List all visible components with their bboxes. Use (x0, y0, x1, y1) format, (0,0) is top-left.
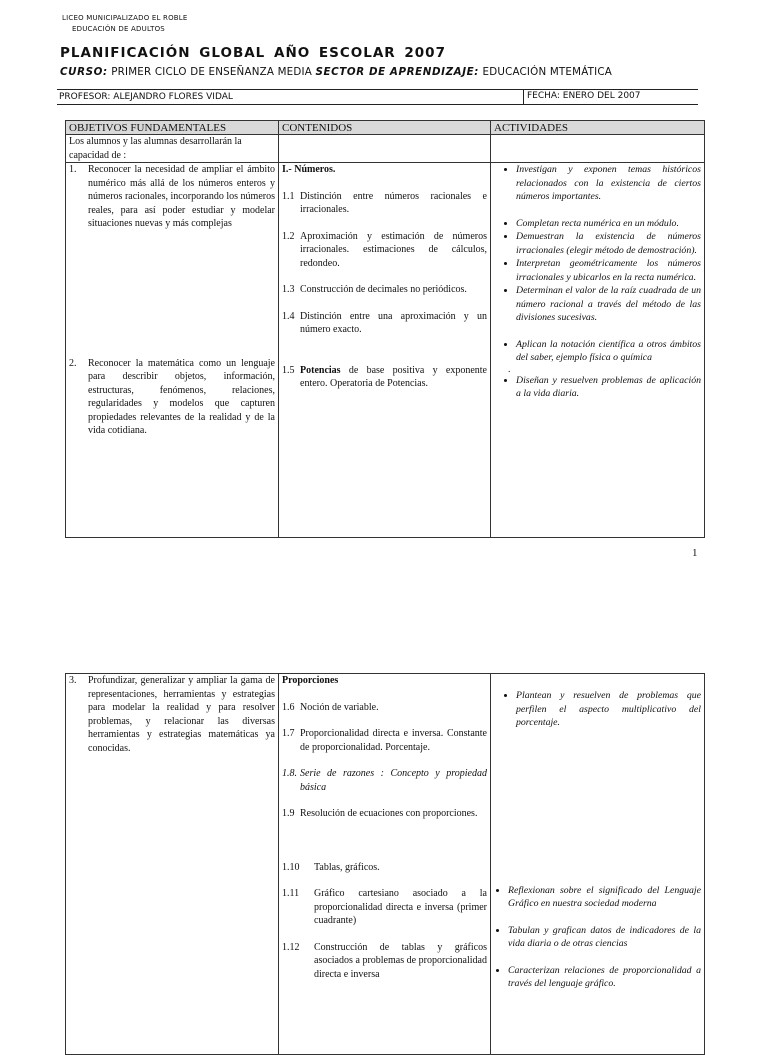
section-numeros: I.- Números. (282, 164, 336, 175)
intro-empty-2 (279, 135, 491, 163)
activity-item: • Completan recta numérica en un módulo. (516, 217, 701, 231)
activity-item: • Investigan y exponen temas históricos relacionados con la existencia de ciertos números importantes. (516, 163, 701, 204)
header-objetivos: OBJETIVOS FUNDAMENTALES (66, 121, 279, 135)
header-contenidos: CONTENIDOS (279, 121, 491, 135)
school-line-1: LICEO MUNICIPALIZADO EL ROBLE (62, 14, 188, 22)
school-name (62, 13, 188, 35)
curso-label: CURSO: (60, 66, 108, 78)
activity-item: • Diseñan y resuelven problemas de aplicación a la vida diaria. (516, 374, 701, 401)
activity-item: • Tabulan y grafican datos de indicadores de la vida diaria o de otras ciencias (508, 924, 701, 951)
content-1-8 (282, 767, 487, 794)
activities-list-4 (494, 884, 701, 991)
activity-item: • Demuestran la existencia de números irracionales (elegir método de demostración). (516, 230, 701, 257)
school-line-2: EDUCACIÓN DE ADULTOS (72, 25, 165, 33)
content-1-5-number: 1.5 (282, 364, 295, 376)
content-1-9-text: Resolución de ecuaciones con proporciones. (300, 808, 478, 819)
objective-2 (69, 357, 275, 438)
content-1-11-text: Gráfico cartesiano asociado a la proporcionalidad directa e inversa (primer cuadrante) (314, 888, 487, 926)
content-1-9-number: 1.9 (282, 808, 295, 819)
content-1-2-number: 1.2 (282, 230, 295, 242)
objective-1-number: 1. (69, 164, 77, 175)
activity-item: • Determinan el valor de la raíz cuadrada de un número racional a través del método de las divisiones sucesivas. (516, 284, 701, 325)
intro-empty-3 (491, 135, 705, 163)
content-1-1-number: 1.1 (282, 190, 295, 202)
content-1-8-text: Serie de razones : Concepto y propiedad básica (300, 768, 487, 793)
sector-value: EDUCACIÓN MTEMÁTICA (482, 66, 613, 78)
objectives-cell-2 (66, 674, 279, 1055)
activity-item: • Caracterizan relaciones de proporcionalidad a través del lenguaje gráfico. (508, 964, 701, 991)
content-1-2-text: Aproximación y estimación de números irracionales. estimaciones de cálculos, redondeo. (300, 230, 487, 269)
contents-cell-2 (279, 674, 491, 1055)
sector-label: SECTOR DE APRENDIZAJE: (315, 66, 480, 78)
content-1-9 (282, 807, 487, 821)
content-1-3-text: Construcción de decimales no periódicos. (300, 284, 467, 295)
activity-item: • Interpretan geométricamente los números irracionales y ubicarlos en la recta numérica. (516, 257, 701, 284)
content-1-7 (282, 727, 487, 754)
content-1-5-bold: Potencias (300, 364, 341, 376)
stray-dot: . (508, 363, 511, 375)
content-1-4-number: 1.4 (282, 310, 295, 322)
content-1-7-number: 1.7 (282, 728, 295, 739)
content-1-4-text: Distinción entre una aproximación y un número exacto. (300, 310, 487, 335)
content-1-6 (282, 701, 487, 715)
objective-3 (69, 674, 275, 755)
activities-list-2 (494, 374, 701, 401)
content-1-10-text: Tablas, gráficos. (314, 861, 380, 873)
content-1-4 (282, 310, 487, 337)
planning-table (65, 120, 705, 538)
content-1-2 (282, 230, 487, 271)
content-1-11-number: 1.11 (282, 888, 300, 899)
content-1-5-text (300, 364, 487, 391)
teacher-name: PROFESOR: ALEJANDRO FLORES VIDAL (59, 92, 233, 102)
activities-list (494, 163, 701, 365)
objective-3-text: Profundizar, generalizar y ampliar la gama de representaciones, herramientas y estrategias para modelar la realidad y para resolver problemas, y relacionar las diversas herramientas y estrategias matemáticas ya conocidas. (88, 675, 275, 754)
objectives-cell (66, 163, 279, 538)
content-1-12-text: Construcción de tablas y gráficos asociados a problemas de proporcionalidad directa e inversa (314, 941, 487, 980)
activity-item: • Reflexionan sobre el significado del Lenguaje Gráfico en nuestra sociedad moderna (508, 884, 701, 911)
content-1-10 (282, 861, 487, 875)
content-1-5 (282, 364, 487, 391)
intro-row (66, 135, 705, 163)
content-1-3-number: 1.3 (282, 284, 295, 295)
activities-list-3 (494, 689, 701, 730)
activity-item: • Aplican la notación científica a otros ámbitos del saber, ejemplo física o química (516, 338, 701, 365)
content-1-5-rest: de base positiva y exponente entero. Operatoria de Potencias. (300, 364, 487, 389)
content-row-2 (66, 674, 705, 1055)
objective-2-number: 2. (69, 357, 77, 369)
content-1-7-text: Proporcionalidad directa e inversa. Constante de proporcionalidad. Porcentaje. (300, 728, 487, 753)
content-1-11 (282, 887, 487, 928)
activities-cell-2 (491, 674, 705, 1055)
contents-cell (279, 163, 491, 538)
activity-item: • Plantean y resuelven de problemas que perfilen el aspecto multiplicativo del porcentaje. (516, 689, 701, 730)
content-1-10-number: 1.10 (282, 861, 300, 873)
content-1-3 (282, 283, 487, 297)
objective-2-text: Reconocer la matemática como un lenguaje para describir objetos, información, estructuras, fenómenos, relaciones, regularidades y modelos que capturen propiedades relevantes de la realidad y de la vida cotidiana. (88, 357, 275, 436)
planning-table-page-2 (65, 673, 705, 1055)
objective-3-number: 3. (69, 675, 77, 686)
course-line (60, 66, 612, 78)
objective-1-text: Reconocer la necesidad de ampliar el ámbito numérico más allá de los números enteros y números racionales, incorporando los números reales, para así poder estudiar y modelar situaciones nuevas y más complejas (88, 164, 275, 229)
content-1-12-number: 1.12 (282, 941, 300, 953)
document-title: PLANIFICACIÓN GLOBAL AÑO ESCOLAR 2007 (60, 45, 446, 61)
content-1-8-number: 1.8. (282, 768, 297, 779)
content-1-6-number: 1.6 (282, 701, 295, 713)
teacher-row (57, 89, 698, 105)
objective-1 (69, 163, 275, 231)
date-label: FECHA: ENERO DEL 2007 (523, 89, 641, 104)
content-1-6-text: Noción de variable. (300, 701, 379, 713)
content-1-1-text: Distinción entre números racionales e irracionales. (300, 190, 487, 215)
intro-text: Los alumnos y las alumnas desarrollarán la capacidad de : (66, 135, 279, 163)
content-row (66, 163, 705, 538)
activities-cell (491, 163, 705, 538)
section-proporciones: Proporciones (282, 675, 339, 686)
content-1-1 (282, 190, 487, 217)
curso-value: PRIMER CICLO DE ENSEÑANZA MEDIA (111, 66, 312, 78)
page-number: 1 (692, 547, 698, 559)
header-actividades: ACTIVIDADES (491, 121, 705, 135)
table-header-row (66, 121, 705, 135)
content-1-12 (282, 941, 487, 982)
